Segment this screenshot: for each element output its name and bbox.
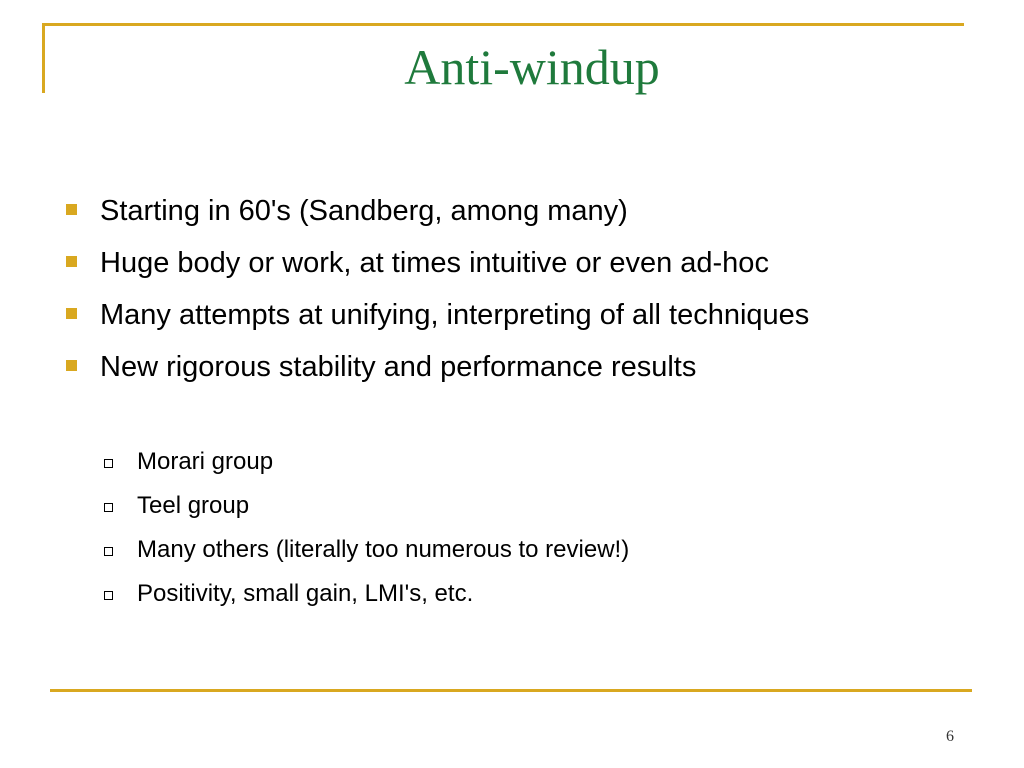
sub-bullet-text: Many others (literally too numerous to review!) (137, 536, 630, 563)
square-bullet-icon (66, 308, 77, 319)
bullet-text: Huge body or work, at times intuitive or even ad-hoc (100, 247, 769, 279)
hollow-square-bullet-icon (104, 591, 113, 600)
slide-title: Anti-windup (404, 39, 660, 95)
sub-bullet-item (62, 532, 992, 568)
bullet-text: New rigorous stability and performance results (100, 351, 697, 383)
bullet-item (62, 292, 992, 338)
bullet-item (62, 240, 992, 286)
bullet-text: Starting in 60's (Sandberg, among many) (100, 195, 628, 227)
bullet-text: Many attempts at unifying, interpreting of all techniques (100, 299, 810, 331)
bullet-item (62, 344, 992, 390)
hollow-square-bullet-icon (104, 503, 113, 512)
sub-bullet-text: Morari group (137, 448, 274, 475)
sub-bullet-text: Positivity, small gain, LMI's, etc. (137, 580, 474, 607)
sub-bullet-item (62, 576, 992, 612)
square-bullet-icon (66, 256, 77, 267)
top-rule (42, 23, 964, 26)
sub-bullet-item (62, 444, 992, 480)
bullet-item (62, 188, 992, 234)
square-bullet-icon (66, 204, 77, 215)
sub-bullet-item (62, 488, 992, 524)
sub-bullet-list (62, 444, 992, 620)
bottom-rule (50, 689, 972, 692)
bullet-list (62, 188, 992, 396)
sub-bullet-text: Teel group (137, 492, 250, 519)
page-number: 6 (946, 728, 954, 745)
hollow-square-bullet-icon (104, 547, 113, 556)
square-bullet-icon (66, 360, 77, 371)
hollow-square-bullet-icon (104, 459, 113, 468)
